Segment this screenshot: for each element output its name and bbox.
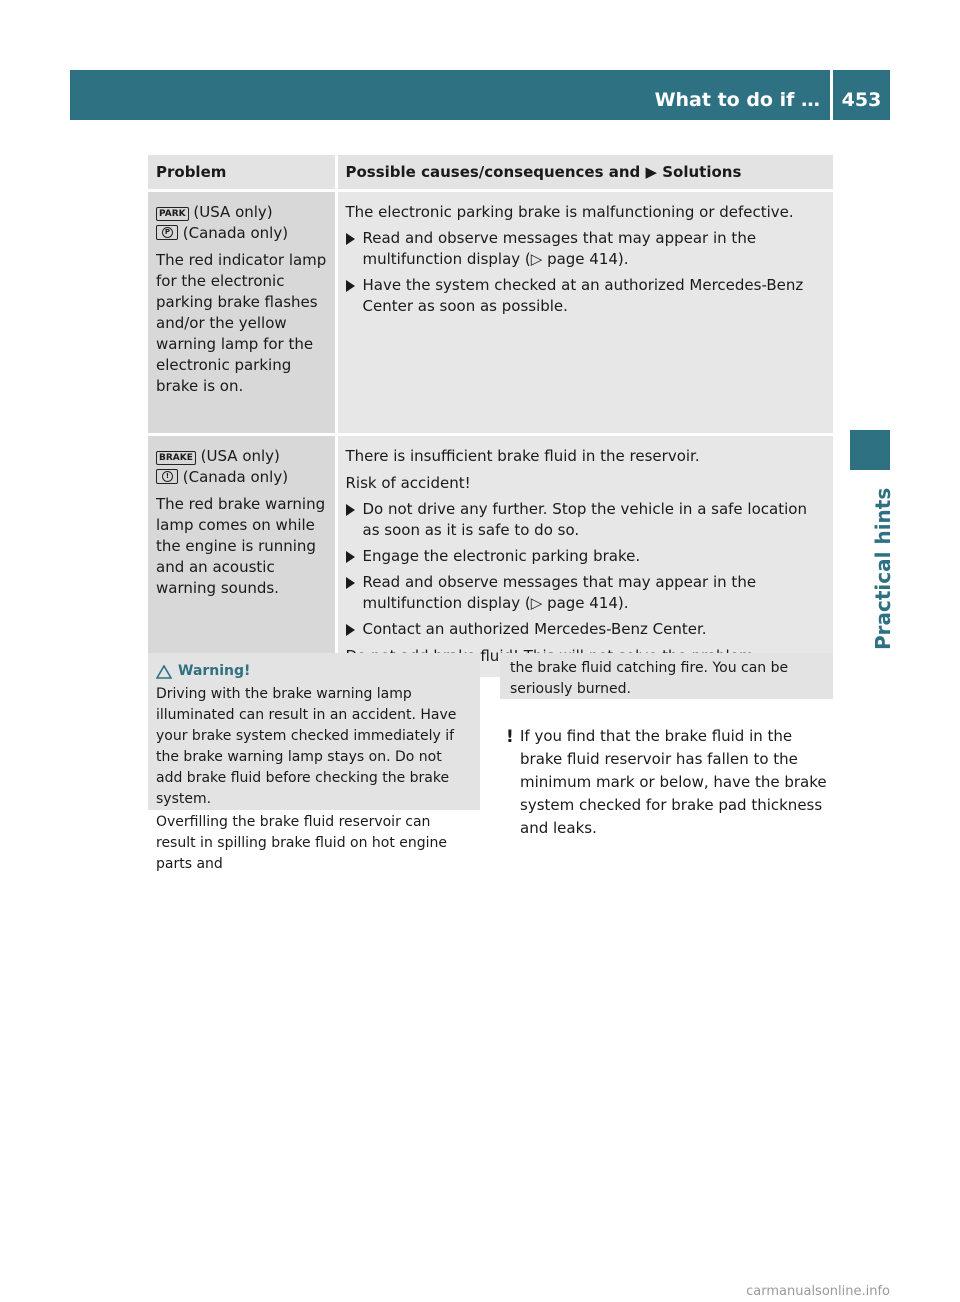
warning-continuation-box [500,653,833,699]
arrow-bullet-icon [346,624,355,636]
side-tab-label: Practical hints [871,487,895,650]
arrow-bullet-icon [346,233,355,245]
risk-text: Risk of accident! [345,474,471,492]
table-row [148,191,833,435]
canada-label: (Canada only) [182,224,289,242]
problem-cell [148,435,336,678]
brake-lamp-icon: BRAKE [156,451,196,465]
solution-step: Contact an authorized Mercedes-Benz Center. [346,619,826,640]
arrow-bullet-icon [346,280,355,292]
warning-paragraph: Driving with the brake warning lamp illuminated can result in an accident. Have your brake system checked immediately if the brake warning lamp stays on. Do not add brake fluid before checking the brake system. [156,686,457,807]
troubleshooting-table [148,155,833,677]
side-tab-marker [850,430,890,470]
problem-cell [148,191,336,435]
parking-brake-canada-icon: P [156,225,178,240]
solution-step: Do not drive any further. Stop the vehicle in a safe location as soon as it is safe to do so. [346,499,826,541]
park-lamp-icon: PARK [156,207,189,221]
attention-icon: ! [506,727,514,747]
solution-cell [336,191,833,435]
problem-description: The red brake warning lamp comes on while the engine is running and an acoustic warning sounds. [156,495,326,597]
solution-step: Read and observe messages that may appear in the multifunction display (▷ page 414). [346,572,826,614]
warning-continuation: the brake fluid catching fire. You can be seriously burned. [510,660,789,697]
arrow-bullet-icon [346,577,355,589]
warning-box [148,653,480,872]
side-tab-label-wrap [849,480,893,650]
solution-step: Have the system checked at an authorized Mercedes-Benz Center as soon as possible. [346,275,826,317]
section-title: What to do if … [654,89,820,111]
usa-label: (USA only) [200,447,280,465]
arrow-bullet-icon [346,551,355,563]
column-header-problem: Problem [148,155,336,191]
brake-warning-canada-icon: ! [156,469,178,484]
warning-heading: Warning! [156,661,472,682]
page-number: 453 [841,89,882,111]
column-header-solutions: Possible causes/consequences and ▶ Solutions [336,155,833,191]
cause-text: The electronic parking brake is malfunctioning or defective. [345,203,794,221]
solution-step: Engage the electronic parking brake. [346,546,826,567]
table-row [148,435,833,678]
table-header-row [148,155,833,191]
note-text: If you find that the brake fluid in the brake fluid reservoir has fallen to the minimum mark or below, have the brake system checked for brake pad thickness and leaks. [520,727,827,837]
solution-step: Read and observe messages that may appear in the multifunction display (▷ page 414). [346,228,826,270]
arrow-bullet-icon [346,504,355,516]
canada-label: (Canada only) [182,468,289,486]
watermark: carmanualsonline.info [746,1284,890,1299]
note [508,725,838,840]
problem-description: The red indicator lamp for the electronic parking brake flashes and/or the yellow warning lamp for the electronic parking brake is on. [156,251,327,395]
usa-label: (USA only) [193,203,273,221]
cause-text: There is insufficient brake fluid in the reservoir. [345,447,700,465]
warning-triangle-icon [156,665,172,679]
warning-paragraph: Overfilling the brake fluid reservoir can result in spilling brake fluid on hot engine parts and [156,814,448,872]
solution-cell [336,435,833,678]
